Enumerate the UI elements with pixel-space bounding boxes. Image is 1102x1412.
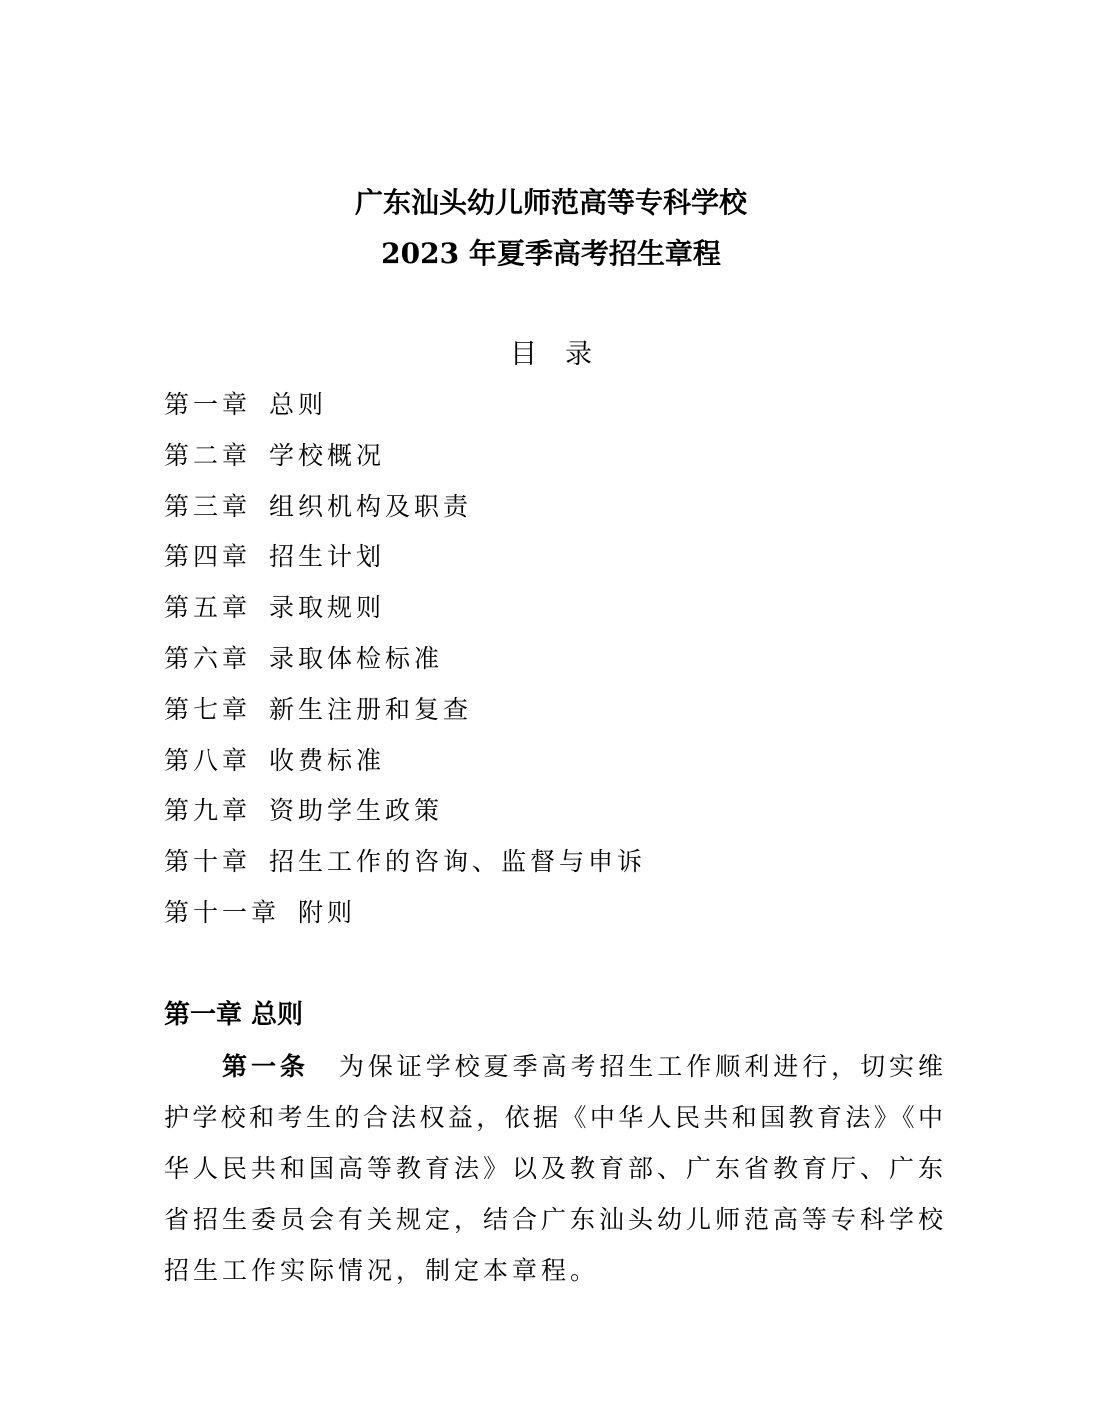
toc-item: [164, 693, 472, 727]
document-title-line2: 2023 年夏季高考招生章程: [381, 237, 721, 270]
toc-chapter: 第四章: [164, 542, 252, 572]
toc-heading: 目录: [510, 339, 620, 370]
chapter-heading: 第一章 总则: [164, 1000, 304, 1030]
toc-item: [164, 744, 385, 778]
paragraph-line: 护学校和考生的合法权益，依据《中华人民共和国教育法》《中: [164, 1103, 943, 1132]
toc-chapter: 第一章: [164, 390, 252, 419]
toc-chapter-name: 总则: [269, 390, 328, 419]
toc-chapter-name: 录取规则: [269, 593, 386, 623]
paragraph-line: 华人民共和国高等教育法》以及教育部、广东省教育厅、广东: [164, 1154, 943, 1183]
toc-chapter-name: 学校概况: [269, 440, 386, 470]
toc-chapter: 第十一章: [164, 898, 281, 927]
toc-item: [164, 591, 385, 625]
toc-item: [164, 642, 443, 676]
toc-chapter-name: 组织机构及职责: [269, 491, 473, 521]
toc-chapter: 第九章: [164, 796, 252, 826]
toc-chapter: 第二章: [164, 440, 252, 470]
toc-item: [164, 439, 385, 473]
toc-chapter: 第三章: [164, 491, 252, 521]
toc-chapter-name: 录取体检标准: [269, 644, 444, 673]
paragraph-line: 省招生委员会有关规定，结合广东汕头幼儿师范高等专科学校: [164, 1205, 943, 1234]
document-title-line1: 广东汕头幼儿师范高等专科学校: [354, 186, 747, 219]
toc-chapter-name: 新生注册和复查: [269, 694, 473, 724]
toc-item: [164, 845, 646, 879]
toc-chapter: 第八章: [164, 745, 252, 775]
toc-item: [164, 794, 443, 828]
toc-chapter-name: 收费标准: [269, 745, 386, 775]
toc-chapter-name: 附则: [298, 898, 357, 927]
paragraph-line: 招生工作实际情况，制定本章程。: [164, 1256, 600, 1285]
toc-chapter-name: 招生工作的咨询、监督与申诉: [269, 847, 647, 877]
toc-chapter-name: 招生计划: [269, 542, 386, 572]
toc-chapter: 第五章: [164, 593, 252, 623]
toc-chapter: 第六章: [164, 644, 252, 673]
toc-item: [164, 896, 356, 930]
toc-item: [164, 540, 385, 574]
paragraph-line: 第一条 为保证学校夏季高考招生工作顺利进行，切实维: [222, 1052, 943, 1081]
article-label: 第一条: [222, 1052, 309, 1081]
toc-item: [164, 490, 472, 524]
toc-chapter: 第十章: [164, 847, 252, 877]
toc-item: [164, 388, 327, 422]
toc-chapter: 第七章: [164, 694, 252, 724]
toc-chapter-name: 资助学生政策: [269, 796, 444, 826]
